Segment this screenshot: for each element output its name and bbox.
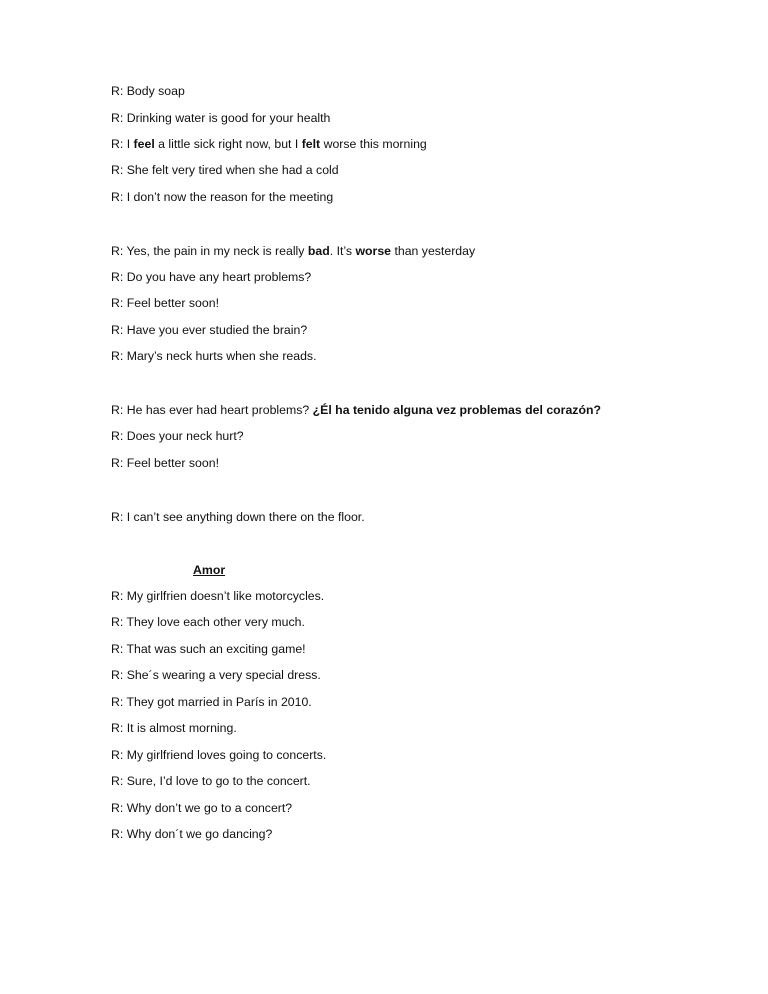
answer-line	[111, 190, 333, 204]
answer-line: R: That was such an exciting game!	[111, 642, 306, 656]
answer-line: R: It is almost morning.	[111, 721, 237, 735]
answer-text: a little sick right now, but I	[154, 137, 302, 151]
answer-text: R: She felt very tired when she had a cold	[111, 163, 339, 177]
answer-text: R: I	[111, 137, 134, 151]
answer-line	[111, 429, 244, 443]
answer-line	[111, 270, 311, 284]
answer-text: R: Drinking water is good for your health	[111, 111, 331, 125]
answer-line	[111, 296, 219, 310]
answer-line: R: Why don’t we go to a concert?	[111, 801, 293, 815]
answer-line: R: Sure, I’d love to go to the concert.	[111, 774, 311, 788]
answer-text: R: I don’t now the reason for the meeting	[111, 190, 334, 204]
answer-line: R: My girlfriend loves going to concerts.	[111, 748, 327, 762]
answer-line: R: My girlfrien doesn’t like motorcycles.	[111, 589, 325, 603]
answer-line	[111, 111, 330, 125]
answer-line	[111, 403, 601, 417]
answer-line	[111, 349, 317, 363]
answer-text: R: Does your neck hurt?	[111, 429, 244, 443]
bold-word: feel	[133, 137, 155, 151]
answer-text: R: Mary’s neck hurts when she reads.	[111, 349, 317, 363]
answer-text: R: Feel better soon!	[111, 456, 219, 470]
answer-line	[111, 163, 339, 177]
answer-text: R: Do you have any heart problems?	[111, 270, 312, 284]
answer-text: . It’s	[329, 244, 356, 258]
answer-line	[111, 510, 365, 524]
answer-text: R: Yes, the pain in my neck is really	[111, 244, 308, 258]
answer-line	[111, 323, 307, 337]
answer-text: than yesterday	[391, 244, 476, 258]
answer-text: R: I can’t see anything down there on the floor.	[111, 510, 365, 524]
answer-text: R: He has ever had heart problems?	[111, 403, 313, 417]
answer-line: R: Why don´t we go dancing?	[111, 827, 273, 841]
section-heading: Amor	[193, 563, 226, 577]
bold-word: felt	[301, 137, 321, 151]
answer-line: R: They got married in París in 2010.	[111, 695, 312, 709]
answer-text: R: Have you ever studied the brain?	[111, 323, 308, 337]
answer-line	[111, 137, 427, 151]
bold-word: bad	[307, 244, 330, 258]
answer-text: R: Body soap	[111, 84, 185, 98]
answer-text: worse this morning	[320, 137, 427, 151]
answer-line	[111, 456, 219, 470]
answer-line: R: They love each other very much.	[111, 615, 305, 629]
bold-word: worse	[355, 244, 392, 258]
answer-line: R: She´s wearing a very special dress.	[111, 668, 321, 682]
answer-text: R: Feel better soon!	[111, 296, 219, 310]
bold-translation: ¿Él ha tenido alguna vez problemas del corazón?	[312, 403, 601, 417]
answer-line	[111, 84, 185, 98]
answer-line	[111, 244, 475, 258]
